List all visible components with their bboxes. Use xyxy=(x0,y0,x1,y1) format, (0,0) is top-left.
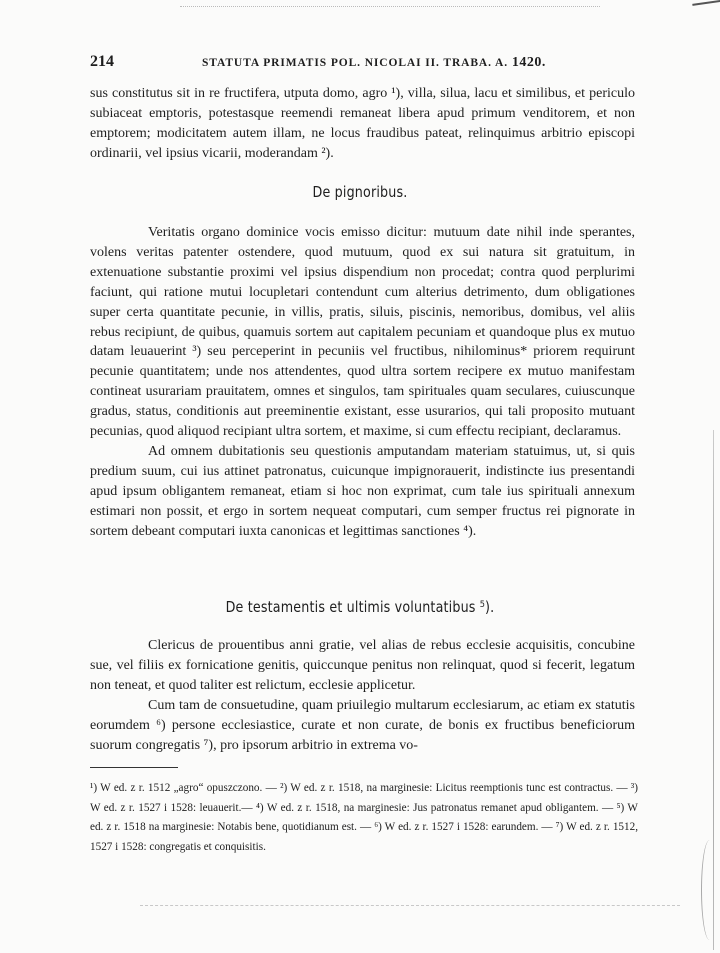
page-corner-mark xyxy=(692,0,720,16)
paragraph: Clericus de prouentibus anni gratie, vel alias de rebus ecclesie acquisitis, concubine sue, vel filiis ex fornicatione genitis, quiccunque penitus non relinquat, quod si fecerit, legatum non teneat, et quod taliter est relictum, ecclesie applicetur. xyxy=(90,638,635,693)
section-heading-pledges: De pignoribus. xyxy=(312,183,408,201)
page-number: 214 xyxy=(90,53,114,70)
continued-paragraph xyxy=(90,84,635,164)
paragraph: Ad omnem dubitationis seu questionis amputandam materiam statuimus, ut, si quis predium suum, cui ius attinet patronatus, cuicunque impignorauerit, indistincte ius presentandi apud ipsum obligantem remaneat, etiam si hoc non exprimat, cum tale ius spirituali annexum estimari non possit, et ergo in sortem nequeat computari, cum semper fructus rei pignorate in sortem debeant computari iuxta canonicas et legittimas sanctiones ⁴). xyxy=(90,443,635,539)
running-head xyxy=(202,55,546,71)
section-pledges-body xyxy=(90,223,635,542)
paragraph: Veritatis organo dominice vocis emisso dicitur: mutuum date nihil inde sperantes, volens veritas patenter ostendere, quod mutuum, quod ex sui natura sit gratuitum, in extenuatione substantie proximi vel ipsius dispendium non procedat; contra quod perplurimi faciunt, qui ratione mutui locupletari contendunt cum alterius detrimento, dum obligationes super certa quantitate pecunie, in villis, pratis, siluis, piscinis, nemoribus, domibus, vel aliis rebus recipiunt, de quibus, quamuis sortem aut capitalem pecuniam et quandoque plus ex mutuo datam leuauerint ³) seu perceperint in pecuniis vel fructibus, nihilominus* priorem requirunt pecunie quantitatem; unde nos attendentes, quod ultra sortem recipere ex mutuo manifestam contineat usurariam prauitatem, omnes et singulos, tam spirituales quam seculares, cuiuscunque gradus, status, conditionis aut preeminentie existant, esse usurarios, qui tali proposito mutuant pecunias, quod aliquod recipiant ultra sortem, et maxime, si cum effectu recipiant, declaramus. xyxy=(90,225,635,440)
section-heading-testaments: De testamentis et ultimis voluntatibus ⁵). xyxy=(225,598,495,616)
running-head-title: STATUTA PRIMATIS POL. NICOLAI II. TRABA. A. xyxy=(202,57,509,69)
paragraph: sus constitutus sit in re fructifera, utputa domo, agro ¹), villa, silua, lacu et similibus, et periculo subiaceat emptoris, potestasque reemendi remaneat libera apud primum venditorem, et non emptorem; modicitatem autem illam, ne locus fraudibus pateat, relinquimus arbitrio episcopi ordinarii, vel ipsius vicarii, moderandam ²). xyxy=(90,86,635,161)
running-head-year: 1420. xyxy=(511,55,546,70)
footnotes: ¹) W ed. z r. 1512 „agro“ opuszczono. — ²) W ed. z r. 1518, na marginesie: Licitus reemptionis tunc est contractus. — ³) W ed. z r. 1527 i 1528: leuauerit.— ⁴) W ed. z r. 1518, na marginesie: Jus patronatus remanet apud obligantem. — ⁵) W ed. z r. 1518 na marginesie: Notabis bene, quotidianum est. — ⁶) W ed. z r. 1527 i 1528: earundem. — ⁷) W ed. z r. 1512, 1527 i 1528: congregatis et conquisitis. xyxy=(90,782,638,853)
page-curl xyxy=(701,840,718,940)
page-header xyxy=(90,53,635,73)
section-testaments-body xyxy=(90,636,635,755)
scan-noise-top xyxy=(180,6,600,9)
paragraph: Cum tam de consuetudine, quam priuilegio multarum ecclesiarum, ac etiam ex statutis eorumdem ⁶) persone ecclesiastice, curate et non curate, de bonis ex fructibus beneficiorum suorum congregatis ⁷), pro ipsorum arbitrio in extrema vo- xyxy=(90,697,635,753)
footnote-separator xyxy=(90,767,178,768)
scan-noise-bottom xyxy=(140,905,680,908)
